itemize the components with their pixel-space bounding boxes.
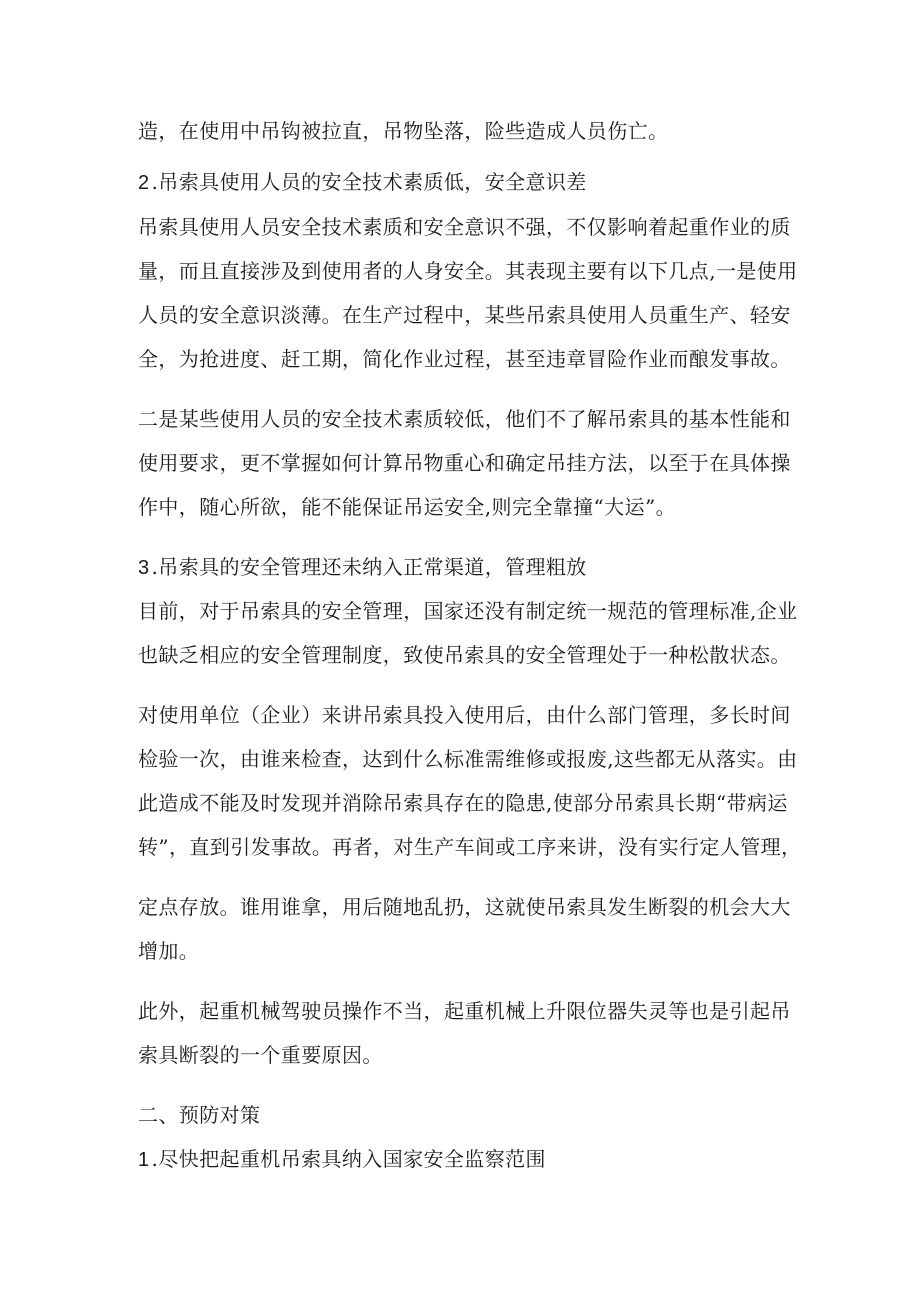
heading-text: .吊索具使用人员的安全技术素质低，安全意识差 (151, 170, 587, 194)
paragraph-line: 全，为抢进度、赶工期，简化作业过程，甚至违章冒险作业而酿发事故。 (138, 347, 791, 371)
section-heading-2 (138, 168, 798, 197)
paragraph-line: 二是某些使用人员的安全技术素质较低，他们不了解吊索具的基本性能和 (138, 407, 791, 431)
section-heading-3 (138, 553, 798, 582)
section-heading-prevention: 二、预防对策 (138, 1103, 261, 1127)
paragraph-line: 定点存放。谁用谁拿，用后随地乱扔，这就使吊索具发生断裂的机会大大 (138, 895, 791, 919)
paragraph-line: 转”，直到引发事故。再者，对生产车间或工序来讲，没有实行定人管理， (138, 835, 802, 859)
paragraph-line: 也缺乏相应的安全管理制度，致使吊索具的安全管理处于一种松散状态。 (138, 643, 791, 667)
heading-text: .吊索具的安全管理还未纳入正常渠道，管理粗放 (151, 555, 587, 579)
paragraph-line: 检验一次，由谁来检查，达到什么标准需维修或报废,这些都无从落实。由 (138, 747, 798, 771)
paragraph-line: 对使用单位（企业）来讲吊索具投入使用后，由什么部门管理，多长时间 (138, 703, 791, 727)
heading-number: 3 (138, 557, 150, 579)
paragraph-line: 造，在使用中吊钩被拉直，吊物坠落，险些造成人员伤亡。 (138, 119, 669, 143)
subsection-heading-1 (138, 1145, 798, 1174)
paragraph-line: 索具断裂的一个重要原因。 (138, 1043, 383, 1067)
heading-number: 2 (138, 172, 150, 194)
paragraph-line: 使用要求，更不掌握如何计算吊物重心和确定吊挂方法，以至于在具体操 (138, 451, 791, 475)
paragraph-line: 作中，随心所欲，能不能保证吊运安全,则完全靠撞“大运”。 (138, 495, 677, 519)
heading-number: 1 (138, 1149, 150, 1171)
paragraph-line: 此外，起重机械驾驶员操作不当，起重机械上升限位器失灵等也是引起吊 (138, 999, 791, 1023)
paragraph-line: 吊索具使用人员安全技术素质和安全意识不强，不仅影响着起重作业的质 (138, 215, 791, 239)
paragraph-line: 量，而且直接涉及到使用者的人身安全。其表现主要有以下几点,一是使用 (138, 259, 798, 283)
paragraph-line: 增加。 (138, 939, 200, 963)
paragraph-line: 目前，对于吊索具的安全管理，国家还没有制定统一规范的管理标准,企业 (138, 599, 798, 623)
paragraph-line: 人员的安全意识淡薄。在生产过程中，某些吊索具使用人员重生产、轻安 (138, 303, 791, 327)
heading-text: .尽快把起重机吊索具纳入国家安全监察范围 (151, 1147, 546, 1171)
paragraph-line: 此造成不能及时发现并消除吊索具存在的隐患,使部分吊索具长期“带病运 (138, 791, 788, 815)
